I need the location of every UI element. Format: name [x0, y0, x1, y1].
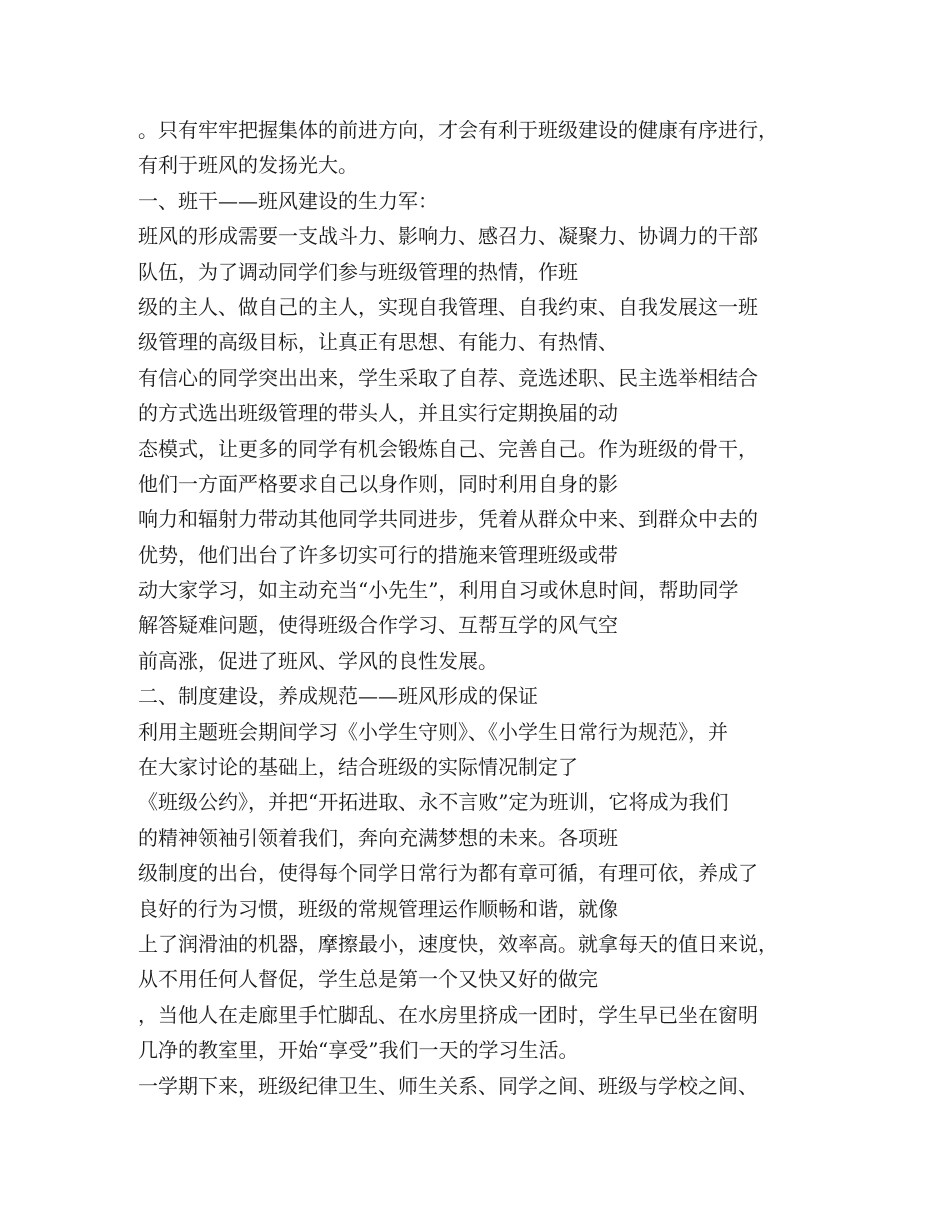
- text-line: 有利于班风的发扬光大。: [138, 153, 358, 178]
- section-heading: 二、制度建设，养成规范——班风形成的保证: [138, 684, 538, 709]
- text-line: ，当他人在走廊里手忙脚乱、在水房里挤成一团时，学生早已坐在窗明: [138, 1002, 758, 1027]
- body-text: [138, 113, 838, 1104]
- text-line: 响力和辐射力带动其他同学共同进步，凭着从群众中来、到群众中去的: [138, 507, 758, 532]
- text-line: 级制度的出台，使得每个同学日常行为都有章可循，有理可依，养成了: [138, 861, 758, 886]
- text-line: 在大家讨论的基础上，结合班级的实际情况制定了: [138, 755, 578, 780]
- text-line: 利用主题班会期间学习《小学生守则》、《小学生日常行为规范》，并: [138, 719, 728, 744]
- section-heading: 一、班干——班风建设的生力军：: [138, 188, 438, 213]
- text-line: 几净的教室里，开始“享受”我们一天的学习生活。: [138, 1038, 579, 1063]
- text-line: 有信心的同学突出出来，学生采取了自荐、竞选述职、民主选举相结合: [138, 365, 758, 390]
- text-line: 《班级公约》，并把“开拓进取、永不言败”定为班训，它将成为我们: [138, 790, 729, 815]
- text-line: 级管理的高级目标，让真正有思想、有能力、有热情、: [138, 330, 618, 355]
- text-line: 动大家学习，如主动充当“小先生”，利用自习或休息时间，帮助同学: [138, 578, 739, 603]
- text-line: 态模式，让更多的同学有机会锻炼自己、完善自己。作为班级的骨干，: [138, 436, 758, 461]
- text-line: 优势，他们出台了许多切实可行的措施来管理班级或带: [138, 542, 618, 567]
- text-line: 解答疑难问题，使得班级合作学习、互帮互学的风气空: [138, 613, 618, 638]
- text-line: 上了润滑油的机器，摩擦最小，速度快，效率高。就拿每天的值日来说，: [138, 931, 778, 956]
- text-line: 级的主人、做自己的主人，实现自我管理、自我约束、自我发展这一班: [138, 294, 758, 319]
- text-line: 。只有牢牢把握集体的前进方向，才会有利于班级建设的健康有序进行，: [138, 118, 778, 142]
- text-line: 从不用任何人督促，学生总是第一个又快又好的做完: [138, 967, 598, 992]
- text-line: 的方式选出班级管理的带头人，并且实行定期换届的动: [138, 401, 618, 426]
- text-line: 前高涨，促进了班风、学风的良性发展。: [138, 648, 498, 673]
- text-line: 队伍，为了调动同学们参与班级管理的热情，作班: [138, 259, 578, 284]
- text-line: 他们一方面严格要求自己以身作则，同时利用自身的影: [138, 471, 618, 496]
- text-line: 一学期下来，班级纪律卫生、师生关系、同学之间、班级与学校之间、: [138, 1073, 758, 1098]
- text-line: 班风的形成需要一支战斗力、影响力、感召力、凝聚力、协调力的干部: [138, 224, 758, 249]
- text-line: 良好的行为习惯，班级的常规管理运作顺畅和谐，就像: [138, 896, 618, 921]
- text-line: 的精神领袖引领着我们，奔向充满梦想的未来。各项班: [138, 825, 618, 850]
